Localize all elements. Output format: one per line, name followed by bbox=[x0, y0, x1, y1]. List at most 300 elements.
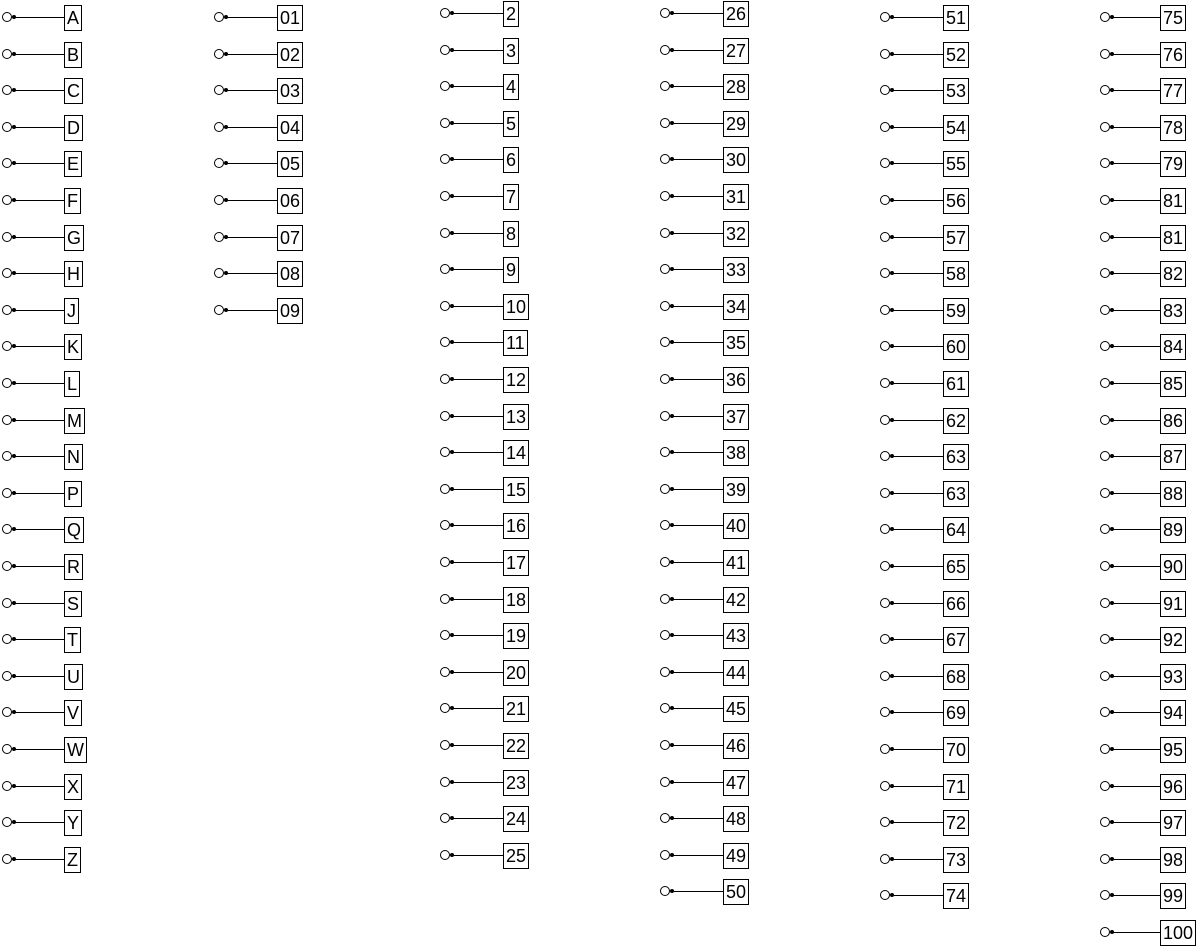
callout-circle-icon bbox=[660, 667, 670, 677]
leader-line bbox=[893, 127, 943, 128]
leader-line bbox=[673, 50, 723, 51]
callout-label: 49 bbox=[723, 843, 749, 869]
leader-line bbox=[1113, 237, 1160, 238]
leader-line bbox=[893, 493, 943, 494]
leader-line bbox=[673, 196, 723, 197]
leader-line bbox=[673, 306, 723, 307]
leader-line bbox=[227, 90, 277, 91]
leader-line bbox=[673, 855, 723, 856]
callout-circle-icon bbox=[660, 374, 670, 384]
callout-label: 04 bbox=[277, 115, 303, 141]
callout-circle-icon bbox=[880, 890, 890, 900]
callout-label: 94 bbox=[1160, 700, 1186, 726]
callout-label: 68 bbox=[943, 664, 969, 690]
callout-label: 93 bbox=[1160, 664, 1186, 690]
leader-line bbox=[453, 525, 503, 526]
leader-line bbox=[453, 672, 503, 673]
leader-line bbox=[1113, 54, 1160, 55]
callout-circle-icon bbox=[440, 411, 450, 421]
callout-label: 18 bbox=[503, 587, 529, 613]
callout-circle-icon bbox=[214, 305, 224, 315]
leader-line bbox=[15, 566, 64, 567]
callout-circle-icon bbox=[2, 195, 12, 205]
callout-circle-icon bbox=[880, 488, 890, 498]
callout-label: 22 bbox=[503, 733, 529, 759]
leader-line bbox=[15, 163, 64, 164]
callout-circle-icon bbox=[2, 707, 12, 717]
callout-label: 72 bbox=[943, 810, 969, 836]
callout-label: 87 bbox=[1160, 444, 1186, 470]
callout-label: 4 bbox=[503, 74, 519, 100]
leader-line bbox=[1113, 127, 1160, 128]
callout-circle-icon bbox=[2, 378, 12, 388]
callout-label: 74 bbox=[943, 883, 969, 909]
callout-circle-icon bbox=[2, 85, 12, 95]
leader-line bbox=[15, 712, 64, 713]
callout-circle-icon bbox=[660, 813, 670, 823]
leader-line bbox=[893, 712, 943, 713]
leader-line bbox=[453, 599, 503, 600]
callout-circle-icon bbox=[2, 488, 12, 498]
leader-line bbox=[227, 310, 277, 311]
callout-label: 60 bbox=[943, 334, 969, 360]
leader-line bbox=[1113, 822, 1160, 823]
leader-line bbox=[893, 676, 943, 677]
callout-circle-icon bbox=[880, 744, 890, 754]
leader-line bbox=[673, 13, 723, 14]
callout-label: 96 bbox=[1160, 774, 1186, 800]
leader-line bbox=[1113, 90, 1160, 91]
leader-line bbox=[893, 383, 943, 384]
callout-circle-icon bbox=[880, 341, 890, 351]
leader-line bbox=[1113, 603, 1160, 604]
callout-circle-icon bbox=[1100, 378, 1110, 388]
callout-circle-icon bbox=[1100, 634, 1110, 644]
callout-circle-icon bbox=[660, 520, 670, 530]
callout-label: 79 bbox=[1160, 151, 1186, 177]
callout-circle-icon bbox=[440, 45, 450, 55]
callout-label: 58 bbox=[943, 261, 969, 287]
callout-circle-icon bbox=[1100, 854, 1110, 864]
leader-line bbox=[15, 786, 64, 787]
callout-label: 90 bbox=[1160, 554, 1186, 580]
leader-line bbox=[893, 54, 943, 55]
callout-circle-icon bbox=[440, 850, 450, 860]
leader-line bbox=[673, 269, 723, 270]
leader-line bbox=[15, 200, 64, 201]
callout-circle-icon bbox=[2, 598, 12, 608]
callout-label: V bbox=[64, 700, 82, 726]
callout-circle-icon bbox=[660, 630, 670, 640]
callout-circle-icon bbox=[440, 667, 450, 677]
callout-circle-icon bbox=[440, 228, 450, 238]
callout-label: 15 bbox=[503, 477, 529, 503]
leader-line bbox=[893, 749, 943, 750]
leader-line bbox=[673, 818, 723, 819]
callout-circle-icon bbox=[2, 232, 12, 242]
leader-line bbox=[15, 237, 64, 238]
callout-circle-icon bbox=[440, 154, 450, 164]
callout-label: Q bbox=[64, 517, 84, 543]
leader-line bbox=[15, 456, 64, 457]
callout-label: 73 bbox=[943, 847, 969, 873]
callout-circle-icon bbox=[440, 118, 450, 128]
callout-label: 7 bbox=[503, 184, 519, 210]
callout-circle-icon bbox=[1100, 268, 1110, 278]
callout-label: 10 bbox=[503, 294, 529, 320]
callout-label: J bbox=[64, 298, 79, 324]
callout-circle-icon bbox=[2, 854, 12, 864]
callout-circle-icon bbox=[660, 850, 670, 860]
leader-line bbox=[673, 891, 723, 892]
leader-line bbox=[893, 786, 943, 787]
leader-line bbox=[453, 86, 503, 87]
callout-label: 51 bbox=[943, 5, 969, 31]
callout-label: C bbox=[64, 78, 83, 104]
leader-line bbox=[893, 17, 943, 18]
callout-label: 52 bbox=[943, 42, 969, 68]
leader-line bbox=[453, 306, 503, 307]
callout-label: 5 bbox=[503, 111, 519, 137]
leader-line bbox=[1113, 712, 1160, 713]
callout-circle-icon bbox=[1100, 122, 1110, 132]
callout-circle-icon bbox=[1100, 49, 1110, 59]
callout-label: 08 bbox=[277, 261, 303, 287]
callout-label: Y bbox=[64, 810, 82, 836]
callout-label: 41 bbox=[723, 550, 749, 576]
leader-line bbox=[1113, 493, 1160, 494]
leader-line bbox=[673, 233, 723, 234]
leader-line bbox=[453, 452, 503, 453]
callout-circle-icon bbox=[2, 415, 12, 425]
callout-label: 30 bbox=[723, 147, 749, 173]
leader-line bbox=[1113, 676, 1160, 677]
callout-label: 44 bbox=[723, 660, 749, 686]
callout-circle-icon bbox=[1100, 12, 1110, 22]
callout-circle-icon bbox=[880, 671, 890, 681]
callout-circle-icon bbox=[2, 451, 12, 461]
callout-label: 54 bbox=[943, 115, 969, 141]
leader-line bbox=[673, 342, 723, 343]
leader-line bbox=[1113, 859, 1160, 860]
callout-label: 28 bbox=[723, 74, 749, 100]
leader-line bbox=[227, 54, 277, 55]
callout-label: 38 bbox=[723, 440, 749, 466]
callout-circle-icon bbox=[880, 158, 890, 168]
callout-label: R bbox=[64, 554, 83, 580]
callout-label: E bbox=[64, 151, 82, 177]
callout-label: 56 bbox=[943, 188, 969, 214]
leader-line bbox=[453, 159, 503, 160]
callout-circle-icon bbox=[440, 337, 450, 347]
callout-circle-icon bbox=[440, 81, 450, 91]
callout-label: 76 bbox=[1160, 42, 1186, 68]
leader-line bbox=[673, 635, 723, 636]
leader-line bbox=[673, 782, 723, 783]
leader-line bbox=[673, 672, 723, 673]
callout-circle-icon bbox=[1100, 561, 1110, 571]
callout-circle-icon bbox=[1100, 707, 1110, 717]
callout-label: 85 bbox=[1160, 371, 1186, 397]
leader-line bbox=[15, 383, 64, 384]
leader-line bbox=[1113, 639, 1160, 640]
callout-label: W bbox=[64, 737, 87, 763]
leader-line bbox=[1113, 310, 1160, 311]
callout-circle-icon bbox=[660, 81, 670, 91]
callout-label: H bbox=[64, 261, 83, 287]
leader-line bbox=[893, 346, 943, 347]
callout-circle-icon bbox=[1100, 341, 1110, 351]
callout-label: 92 bbox=[1160, 627, 1186, 653]
callout-label: L bbox=[64, 371, 80, 397]
leader-line bbox=[453, 123, 503, 124]
callout-circle-icon bbox=[880, 781, 890, 791]
callout-label: 36 bbox=[723, 367, 749, 393]
callout-circle-icon bbox=[1100, 927, 1110, 937]
callout-circle-icon bbox=[2, 671, 12, 681]
leader-line bbox=[1113, 566, 1160, 567]
callout-label: 6 bbox=[503, 147, 519, 173]
callout-label: 02 bbox=[277, 42, 303, 68]
callout-label: 43 bbox=[723, 623, 749, 649]
callout-circle-icon bbox=[660, 740, 670, 750]
callout-label: 81 bbox=[1160, 188, 1186, 214]
callout-circle-icon bbox=[880, 49, 890, 59]
callout-label: B bbox=[64, 42, 82, 68]
callout-circle-icon bbox=[440, 777, 450, 787]
callout-circle-icon bbox=[2, 634, 12, 644]
callout-label: 89 bbox=[1160, 517, 1186, 543]
callout-circle-icon bbox=[1100, 415, 1110, 425]
leader-line bbox=[893, 310, 943, 311]
callout-label: 88 bbox=[1160, 481, 1186, 507]
callout-label: 97 bbox=[1160, 810, 1186, 836]
callout-circle-icon bbox=[880, 415, 890, 425]
callout-circle-icon bbox=[1100, 671, 1110, 681]
callout-label: 35 bbox=[723, 330, 749, 356]
leader-line bbox=[15, 54, 64, 55]
callout-circle-icon bbox=[2, 744, 12, 754]
callout-circle-icon bbox=[1100, 85, 1110, 95]
callout-circle-icon bbox=[440, 447, 450, 457]
leader-line bbox=[453, 13, 503, 14]
callout-label: 39 bbox=[723, 477, 749, 503]
leader-line bbox=[1113, 786, 1160, 787]
callout-label: 61 bbox=[943, 371, 969, 397]
callout-label: 25 bbox=[503, 843, 529, 869]
callout-label: 40 bbox=[723, 513, 749, 539]
callout-label: 59 bbox=[943, 298, 969, 324]
callout-circle-icon bbox=[1100, 817, 1110, 827]
callout-circle-icon bbox=[440, 557, 450, 567]
callout-label: 95 bbox=[1160, 737, 1186, 763]
callout-label: 9 bbox=[503, 257, 519, 283]
callout-label: 34 bbox=[723, 294, 749, 320]
callout-circle-icon bbox=[1100, 158, 1110, 168]
callout-label: 27 bbox=[723, 38, 749, 64]
callout-label: 29 bbox=[723, 111, 749, 137]
callout-circle-icon bbox=[1100, 451, 1110, 461]
callout-label: 100 bbox=[1160, 920, 1196, 946]
callout-circle-icon bbox=[2, 122, 12, 132]
callout-label: 09 bbox=[277, 298, 303, 324]
leader-line bbox=[1113, 529, 1160, 530]
leader-line bbox=[893, 456, 943, 457]
leader-line bbox=[893, 639, 943, 640]
leader-line bbox=[227, 273, 277, 274]
leader-line bbox=[15, 90, 64, 91]
callout-label: P bbox=[64, 481, 82, 507]
callout-circle-icon bbox=[880, 524, 890, 534]
leader-line bbox=[227, 127, 277, 128]
leader-line bbox=[453, 269, 503, 270]
callout-label: 16 bbox=[503, 513, 529, 539]
leader-line bbox=[15, 749, 64, 750]
callout-circle-icon bbox=[660, 228, 670, 238]
callout-label: Z bbox=[64, 847, 81, 873]
callout-label: 8 bbox=[503, 221, 519, 247]
leader-line bbox=[15, 17, 64, 18]
leader-line bbox=[673, 599, 723, 600]
callout-label: 81 bbox=[1160, 225, 1186, 251]
leader-line bbox=[1113, 932, 1160, 933]
callout-label: 77 bbox=[1160, 78, 1186, 104]
callout-circle-icon bbox=[2, 524, 12, 534]
leader-line bbox=[227, 237, 277, 238]
callout-circle-icon bbox=[440, 594, 450, 604]
callout-circle-icon bbox=[880, 232, 890, 242]
callout-circle-icon bbox=[214, 49, 224, 59]
callout-circle-icon bbox=[660, 45, 670, 55]
callout-circle-icon bbox=[1100, 598, 1110, 608]
callout-label: U bbox=[64, 664, 83, 690]
leader-line bbox=[453, 635, 503, 636]
callout-circle-icon bbox=[880, 122, 890, 132]
callout-label: M bbox=[64, 408, 85, 434]
callout-circle-icon bbox=[1100, 890, 1110, 900]
leader-line bbox=[673, 86, 723, 87]
callout-circle-icon bbox=[880, 268, 890, 278]
leader-line bbox=[1113, 163, 1160, 164]
callout-label: 71 bbox=[943, 774, 969, 800]
callout-circle-icon bbox=[2, 781, 12, 791]
callout-circle-icon bbox=[440, 374, 450, 384]
callout-label: 63 bbox=[943, 481, 969, 507]
callout-label: 46 bbox=[723, 733, 749, 759]
callout-circle-icon bbox=[440, 630, 450, 640]
callout-circle-icon bbox=[2, 817, 12, 827]
callout-circle-icon bbox=[660, 154, 670, 164]
callout-circle-icon bbox=[880, 817, 890, 827]
callout-circle-icon bbox=[660, 264, 670, 274]
callout-circle-icon bbox=[214, 122, 224, 132]
callout-label: 99 bbox=[1160, 883, 1186, 909]
leader-line bbox=[893, 859, 943, 860]
leader-line bbox=[673, 123, 723, 124]
callout-label: 57 bbox=[943, 225, 969, 251]
leader-line bbox=[15, 529, 64, 530]
callout-circle-icon bbox=[214, 85, 224, 95]
leader-line bbox=[15, 127, 64, 128]
callout-label: 75 bbox=[1160, 5, 1186, 31]
callout-label: D bbox=[64, 115, 83, 141]
callout-circle-icon bbox=[1100, 781, 1110, 791]
callout-circle-icon bbox=[440, 484, 450, 494]
leader-line bbox=[893, 200, 943, 201]
callout-label: F bbox=[64, 188, 81, 214]
callout-label: 37 bbox=[723, 404, 749, 430]
leader-line bbox=[15, 822, 64, 823]
callout-circle-icon bbox=[1100, 488, 1110, 498]
callout-circle-icon bbox=[880, 451, 890, 461]
callout-circle-icon bbox=[880, 854, 890, 864]
callout-label: 67 bbox=[943, 627, 969, 653]
callout-circle-icon bbox=[660, 301, 670, 311]
callout-circle-icon bbox=[660, 337, 670, 347]
callout-label: 26 bbox=[723, 1, 749, 27]
callout-label: 63 bbox=[943, 444, 969, 470]
callout-label: 13 bbox=[503, 404, 529, 430]
callout-label: 78 bbox=[1160, 115, 1186, 141]
callout-label: 64 bbox=[943, 517, 969, 543]
callout-label: 66 bbox=[943, 591, 969, 617]
callout-label: 91 bbox=[1160, 591, 1186, 617]
callout-circle-icon bbox=[1100, 195, 1110, 205]
leader-line bbox=[227, 17, 277, 18]
leader-line bbox=[15, 346, 64, 347]
leader-line bbox=[453, 708, 503, 709]
leader-line bbox=[15, 603, 64, 604]
leader-line bbox=[893, 529, 943, 530]
callout-circle-icon bbox=[880, 707, 890, 717]
leader-line bbox=[1113, 17, 1160, 18]
callout-circle-icon bbox=[660, 777, 670, 787]
callout-label: 2 bbox=[503, 1, 519, 27]
callout-circle-icon bbox=[880, 634, 890, 644]
callout-circle-icon bbox=[660, 557, 670, 567]
callout-label: 84 bbox=[1160, 334, 1186, 360]
callout-label: 45 bbox=[723, 696, 749, 722]
leader-line bbox=[1113, 895, 1160, 896]
leader-line bbox=[1113, 456, 1160, 457]
callout-circle-icon bbox=[2, 561, 12, 571]
callout-circle-icon bbox=[660, 886, 670, 896]
leader-line bbox=[15, 420, 64, 421]
callout-label: 21 bbox=[503, 696, 529, 722]
leader-line bbox=[893, 603, 943, 604]
leader-line bbox=[893, 273, 943, 274]
leader-line bbox=[15, 859, 64, 860]
callout-label: T bbox=[64, 627, 81, 653]
callout-label: 47 bbox=[723, 770, 749, 796]
callout-circle-icon bbox=[660, 703, 670, 713]
leader-line bbox=[15, 310, 64, 311]
leader-line bbox=[453, 342, 503, 343]
leader-line bbox=[1113, 273, 1160, 274]
callout-label: 50 bbox=[723, 879, 749, 905]
callout-circle-icon bbox=[880, 12, 890, 22]
callout-label: 48 bbox=[723, 806, 749, 832]
leader-line bbox=[15, 676, 64, 677]
callout-circle-icon bbox=[880, 561, 890, 571]
leader-line bbox=[453, 818, 503, 819]
callout-label: 42 bbox=[723, 587, 749, 613]
callout-label: 24 bbox=[503, 806, 529, 832]
leader-line bbox=[15, 639, 64, 640]
leader-line bbox=[893, 566, 943, 567]
callout-label: N bbox=[64, 444, 83, 470]
callout-circle-icon bbox=[880, 305, 890, 315]
